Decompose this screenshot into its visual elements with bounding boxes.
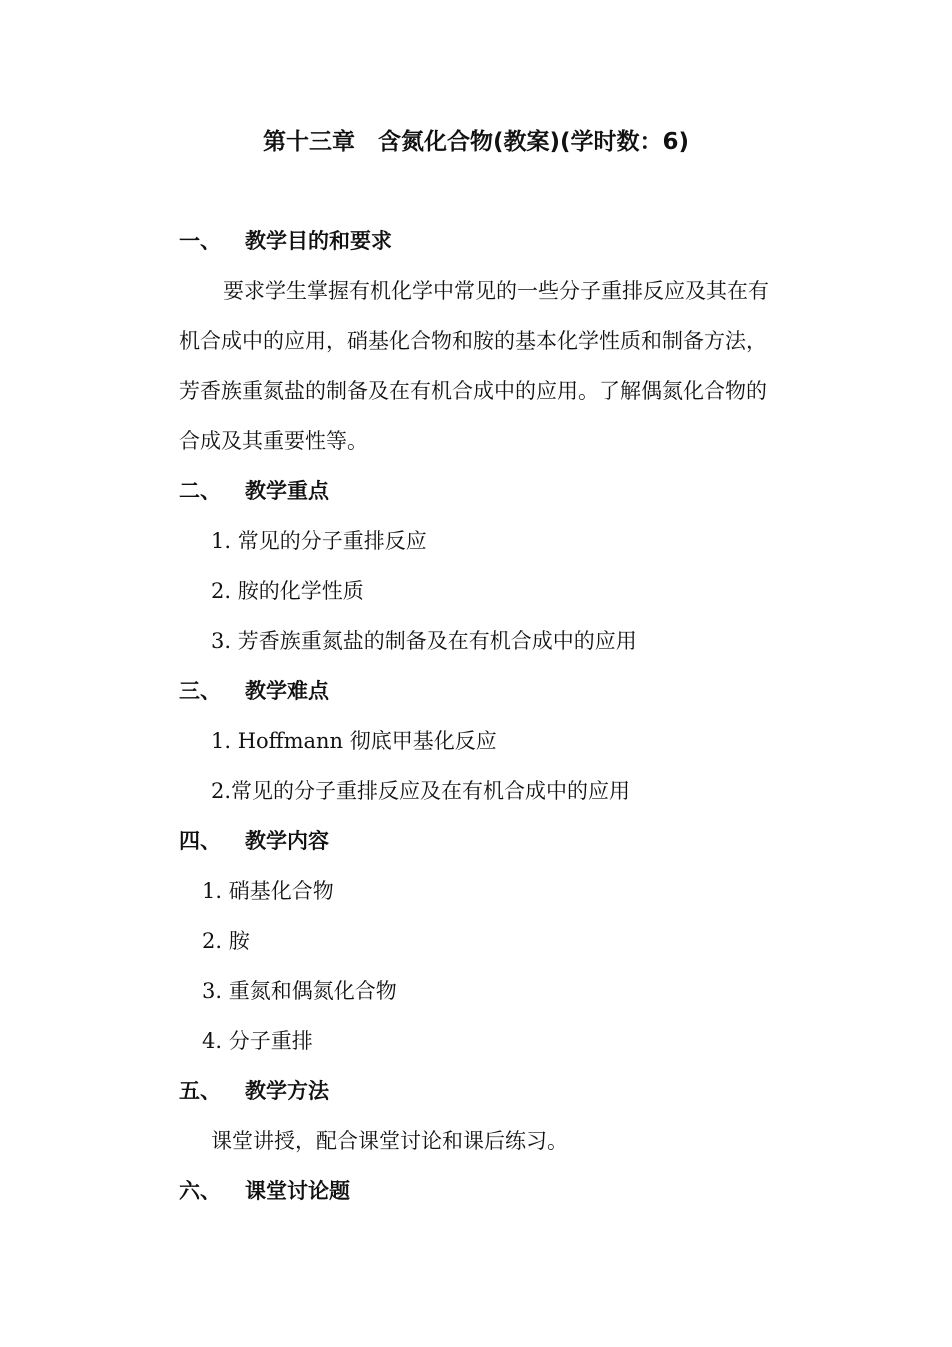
section-heading-content — [179, 826, 329, 856]
paragraph-line: 课堂讲授，配合课堂讨论和课后练习。 — [211, 1129, 568, 1153]
page-title: 第十三章 含氮化合物(教案)(学时数：6) — [262, 129, 690, 155]
list-item: 2. 胺 — [202, 929, 250, 953]
section-number: 二、 — [179, 479, 221, 503]
section-heading-objectives — [179, 226, 392, 256]
section-number: 六、 — [179, 1179, 221, 1203]
list-item: 1. 硝基化合物 — [202, 879, 334, 903]
section-heading-key-points — [179, 476, 329, 506]
list-item: 2.常见的分子重排反应及在有机合成中的应用 — [211, 779, 631, 803]
paragraph-line: 机合成中的应用，硝基化合物和胺的基本化学性质和制备方法， — [179, 329, 767, 353]
section-number: 五、 — [179, 1079, 221, 1103]
section-heading-discussion — [179, 1176, 350, 1206]
section-heading-difficulties — [179, 676, 329, 706]
list-item: 1. Hoffmann 彻底甲基化反应 — [211, 729, 497, 753]
section-number: 四、 — [179, 829, 221, 853]
section-title: 教学重点 — [245, 479, 329, 503]
list-item: 1. 常见的分子重排反应 — [211, 529, 427, 553]
list-item: 4. 分子重排 — [202, 1029, 313, 1053]
list-item: 3. 芳香族重氮盐的制备及在有机合成中的应用 — [211, 629, 637, 653]
section-title: 课堂讨论题 — [245, 1179, 350, 1203]
section-number: 三、 — [179, 679, 221, 703]
list-item: 3. 重氮和偶氮化合物 — [202, 979, 397, 1003]
section-title: 教学难点 — [245, 679, 329, 703]
list-item: 2. 胺的化学性质 — [211, 579, 364, 603]
paragraph-line: 要求学生掌握有机化学中常见的一些分子重排反应及其在有 — [223, 279, 769, 303]
section-heading-methods — [179, 1076, 329, 1106]
section-title: 教学方法 — [245, 1079, 329, 1103]
section-number: 一、 — [179, 229, 221, 253]
paragraph-line: 合成及其重要性等。 — [179, 429, 368, 453]
section-title: 教学内容 — [245, 829, 329, 853]
paragraph-line: 芳香族重氮盐的制备及在有机合成中的应用。了解偶氮化合物的 — [179, 379, 767, 403]
section-title: 教学目的和要求 — [245, 229, 392, 253]
